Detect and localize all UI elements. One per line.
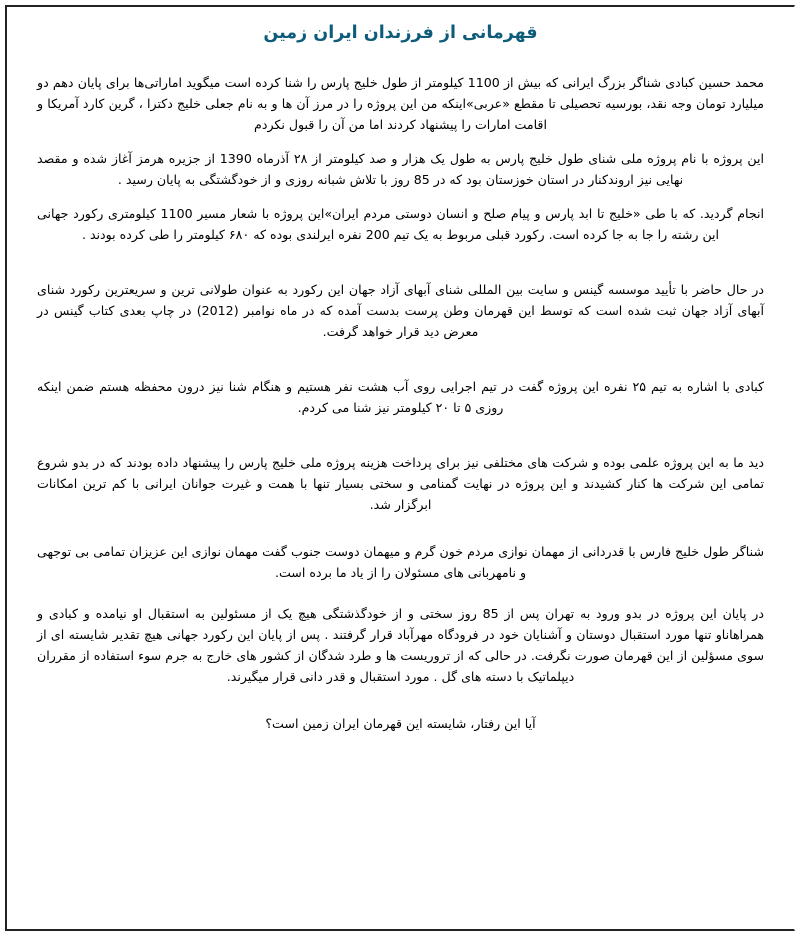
paragraph-4: در حال حاضر با تأیید موسسه گینس و سایت بین المللی شنای آبهای آزاد جهان این رکورد به عنوان طولانی ترین و سریعترین رکورد شنای آبهای آزاد جهان ثبت شده است که توسط این قهرمان وطن پرست بدست آمده که در ماه نوامبر (2012) در چاپ بعدی کتاب گینس در معرض دید قرار خواهد گرفت. <box>37 281 764 339</box>
spacer-after-title <box>29 45 772 72</box>
spacer-1 <box>37 135 764 148</box>
paragraph-5: کبادی با اشاره به تیم ۲۵ نفره این پروژه گفت در تیم اجرایی روی آب هشت نفر هستیم و هنگام شنا نیز درون محفظه هستم ضمن اینکه روزی ۵ تا ۲۰ کیلومتر نیز شنا می کردم. <box>37 378 765 415</box>
paragraph-7: شناگر طول خلیج فارس با قدردانی از مهمان نوازی مردم خون گرم و میهمان دوست جنوب گفت مهمان نوازی این عزیزان تمامی بی توجهی و نامهربانی های مسئولان را از یاد ما برده است. <box>37 543 764 580</box>
paragraph-8: در پایان این پروژه در بدو ورود به تهران پس از 85 روز سختی و از خودگذشتگی هیچ یک از مسئولین به استقبال او نیامده و کبادی و همراهاناو تنها مورد استقبال دوستان و آشنایان خود در فرودگاه مهرآباد قرار گرفتند . پس از پایان این رکورد جهانی هیچ تقدیر شایسته ای از سوی مسؤلین از این قهرمان صورت نگرفت. در حالی که از تروریست ها و طرد شدگان از کشور های خارج به جرم سوء استفاده از مقرران دیپلماتیک با دسته های گل . مورد استقبال و قدر دانی قرار میگیرند. <box>37 605 764 684</box>
page-title: قهرمانی از فرزندان ایران زمین <box>263 23 538 43</box>
paragraph-9-closing-question: آیا این رفتار، شایسته این قهرمان ایران زمین است؟ <box>265 715 536 731</box>
paragraph-2: این پروژه با نام پروژه ملی شنای طول خلیج پارس به طول یک هزار و صد کیلومتر از ۲۸ آذرماه 1390 از جزیره هرمز آغاز شده و مقصد نهایی نیز اروندکنار در استان خوزستان بود که در 85 روز با تلاش شبانه روزی و از خودگشتگی به پایان رسید . <box>37 150 764 187</box>
document-body <box>29 72 772 734</box>
spacer-3 <box>37 245 764 279</box>
spacer-4 <box>37 342 764 376</box>
spacer-7 <box>37 583 764 603</box>
paragraph-3: انجام گردید. که با طی «خلیج تا ابد پارس و پیام صلح و انسان دوستی مردم ایران»این پروژه با شعار مسیر 1100 کیلومتری رکورد جهانی این رشته را جا به جا کرده است. رکورد قبلی مربوط به یک تیم 200 نفره ایرلندی بوده که ۶۸۰ کیلومتر را طی کرده بودند . <box>37 205 764 242</box>
spacer-5 <box>37 418 764 452</box>
document-sheet <box>5 5 795 931</box>
spacer-8 <box>37 687 764 713</box>
spacer-6 <box>37 515 764 541</box>
spacer-2 <box>37 190 764 203</box>
paragraph-6: دید ما به این پروژه علمی بوده و شرکت های مختلفی نیز برای پرداخت هزینه پروژه ملی خلیج پارس را پیشنهاد داده بودند که در بدو شروع تمامی این شرکت ها کنار کشیدند و این پروژه در نهایت گمنامی و سختی بسیار تنها با همت و غیرت جوانان ایرانی با کم ترین امکانات ابرگزار شد. <box>37 454 764 512</box>
paragraph-1: محمد حسین کبادی شناگر بزرگ ایرانی که بیش از 1100 کیلومتر از طول خلیج پارس را شنا کرده است میگوید اماراتی‌ها برای پایان دهم دو میلیارد تومان وجه نقد، بورسیه تحصیلی تا مقطع «عربی»اینکه من این پروژه را در مرز آن ها و به نام جعلی خلیج دکترا ، گرین کارد آمریکا و اقامت امارات را پیشنهاد کردند اما من آن را قبول نکردم <box>37 74 764 132</box>
document-content <box>7 7 794 929</box>
